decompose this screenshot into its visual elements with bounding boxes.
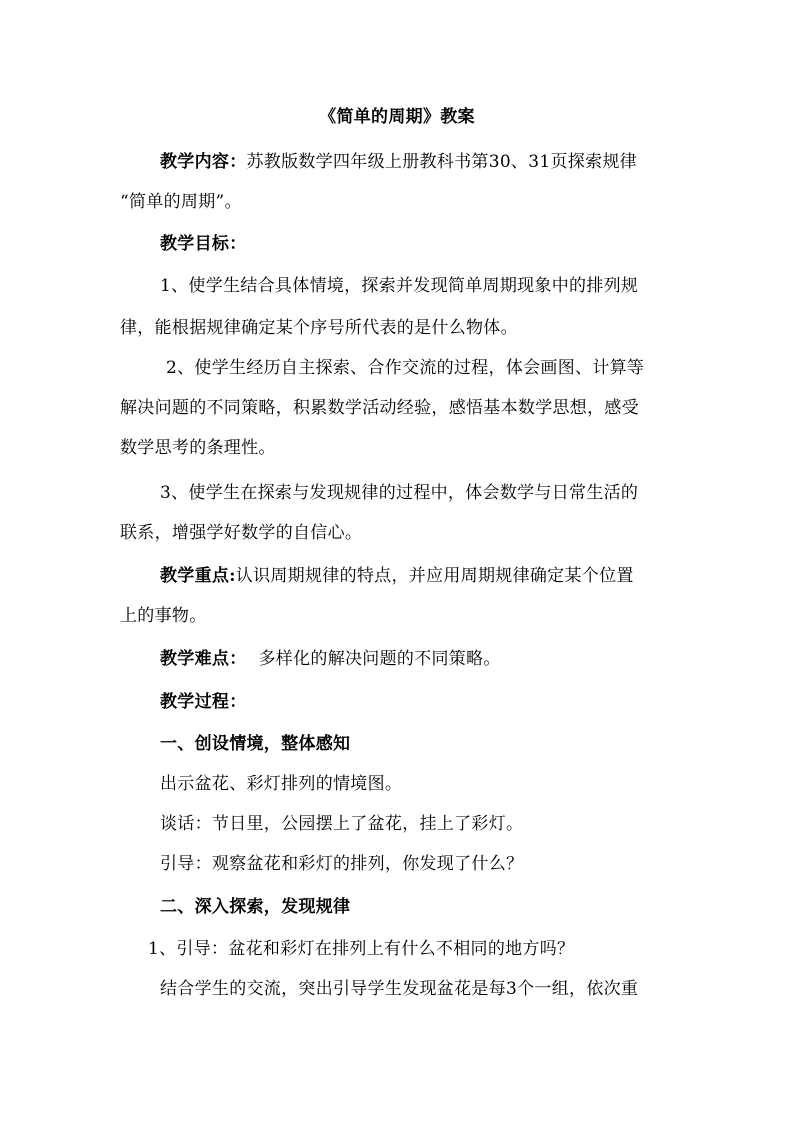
section-1-heading: 一、创设情境，整体感知: [160, 734, 351, 754]
goal-2-line-2: 解决问题的不同策略，积累数学活动经验，感悟基本数学思想，感受: [120, 398, 639, 418]
content-paragraph-line-1: [160, 150, 720, 174]
section-1-line-2: 谈话：节日里，公园摆上了盆花，挂上了彩灯。: [160, 814, 524, 834]
section-2-line-2: 结合学生的交流，突出引导学生发现盆花是每3个一组，依次重: [160, 979, 639, 999]
content-label: 教学内容：: [160, 152, 247, 172]
goal-3-line-2: 联系，增强学好数学的自信心。: [120, 523, 363, 543]
difficulty-label: 教学难点：: [160, 649, 247, 669]
content-paragraph-line-2: “简单的周期”。: [120, 192, 242, 212]
goal-3-line-1: 3、使学生在探索与发现规律的过程中，体会数学与日常生活的: [160, 483, 639, 503]
section-1-line-3: 引导：观察盆花和彩灯的排列，你发现了什么？: [160, 854, 524, 874]
content-text: 苏教版数学四年级上册教科书第30、31页探索规律: [246, 152, 637, 172]
key-point-line-1: [160, 564, 720, 588]
goal-1-line-1: 1、使学生结合具体情境，探索并发现简单周期现象中的排列规: [160, 276, 639, 296]
key-point-text: 认识周期规律的特点，并应用周期规律确定某个位置: [235, 566, 634, 586]
difficulty-line: [160, 647, 720, 671]
goal-2-line-3: 数学思考的条理性。: [120, 438, 276, 458]
goals-heading: 教学目标：: [160, 234, 247, 254]
difficulty-text: 多样化的解决问题的不同策略。: [258, 649, 501, 669]
section-1-line-1: 出示盆花、彩灯排列的情境图。: [160, 774, 403, 794]
section-2-line-1: 1、引导：盆花和彩灯在排列上有什么不相同的地方吗？: [148, 939, 575, 959]
section-2-heading: 二、深入探索，发现规律: [160, 897, 351, 917]
document-title: 《简单的周期》教案: [319, 107, 475, 127]
goal-1-line-2: 律，能根据规律确定某个序号所代表的是什么物体。: [120, 318, 518, 338]
process-heading: 教学过程：: [160, 692, 247, 712]
key-point-label: 教学重点:: [160, 566, 236, 586]
key-point-line-2: 上的事物。: [120, 606, 207, 626]
goal-2-line-1: 2、使学生经历自主探索、合作交流的过程，体会画图、计算等: [166, 358, 645, 378]
